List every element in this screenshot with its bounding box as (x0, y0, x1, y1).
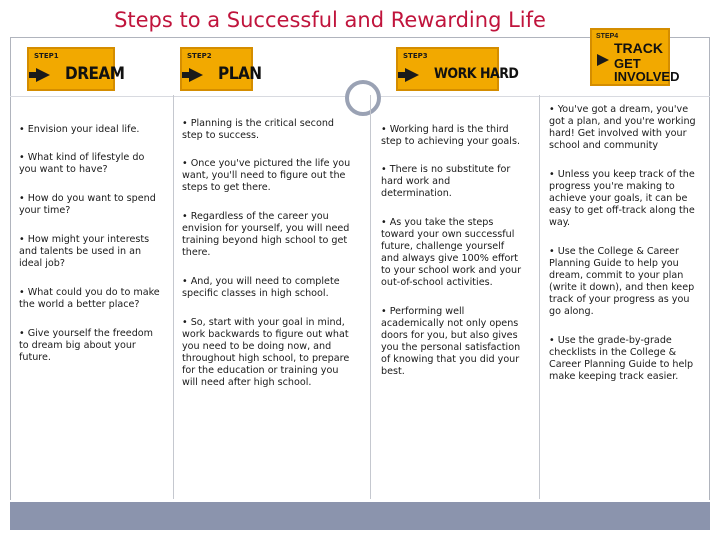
list-item: • Use the grade-by-grade checklists in the College & Career Planning Guide to help make keeping track easier. (549, 335, 694, 382)
list-item: • Performing well academically not only opens doors for you, but also gives you the personal satisfaction of knowing that you did your best. (381, 306, 521, 377)
step3-word: WORK HARD (434, 66, 519, 82)
step2-plan-sign (180, 47, 262, 91)
list-item: • So, start with your goal in mind, work backwards to figure out what you need to be doing now, and throughout high school, to prepare for the education or training you will need after high school. (182, 317, 350, 388)
arrow-right-icon (189, 68, 203, 82)
list-item: • How do you want to spend your time? (19, 193, 156, 216)
column-divider (173, 95, 174, 499)
step3-label: STEP3 (403, 52, 428, 60)
step3-work-hard-sign (396, 47, 519, 91)
footer-bar (10, 502, 710, 530)
step4-word-get-involved: GET INVOLVED (614, 56, 680, 84)
column-divider (370, 95, 371, 499)
work-hard-column (381, 118, 523, 378)
step4-label: STEP4 (596, 33, 619, 40)
list-item: • As you take the steps toward your own successful future, challenge yourself and always give 100% effort to your school work and your out-of-school activities. (381, 217, 522, 288)
list-item: • Working hard is the third step to achieving your goals. (381, 124, 521, 147)
list-item: • You've got a dream, you've got a plan, and you're working hard! Get involved with your school and community (549, 104, 696, 151)
dream-column (19, 118, 164, 364)
decorative-circle (345, 80, 381, 116)
list-item: • Unless you keep track of the progress you're making to achieve your goals, it can be easy to get off-track along the way. (549, 169, 695, 228)
frame-right-border (709, 37, 710, 500)
list-item: • How might your interests and talents be used in an ideal job? (19, 234, 150, 269)
list-item: • Use the College & Career Planning Guide to help you dream, commit to your plan (write it down), and then keep track of your progress as you go along. (549, 246, 695, 317)
frame-left-border (10, 37, 11, 500)
list-item: • What could you do to make the world a better place? (19, 287, 160, 310)
step4-track-sign (590, 28, 680, 86)
list-item: • Once you've pictured the life you want, you'll need to figure out the steps to get there. (182, 158, 351, 193)
list-item: • Planning is the critical second step to success. (182, 118, 334, 141)
list-item: • Give yourself the freedom to dream big about your future. (19, 328, 154, 363)
page-title: Steps to a Successful and Rewarding Life (114, 8, 546, 32)
column-divider (539, 95, 540, 499)
step2-word: PLAN (218, 64, 262, 84)
arrow-right-icon (405, 68, 419, 82)
plan-column (182, 118, 352, 389)
list-item: • Envision your ideal life. (19, 124, 140, 135)
list-item: • And, you will need to complete specific classes in high school. (182, 276, 340, 299)
arrow-right-icon (597, 54, 609, 66)
step1-dream-sign (27, 47, 125, 91)
list-item: • What kind of lifestyle do you want to have? (19, 152, 145, 175)
step1-word: DREAM (65, 64, 125, 84)
list-item: • Regardless of the career you envision for yourself, you will need training beyond high school to get there. (182, 211, 350, 258)
track-column (549, 104, 701, 383)
list-item: • There is no substitute for hard work and determination. (381, 164, 511, 199)
step4-word-track: TRACK (614, 40, 663, 56)
step1-label: STEP1 (34, 52, 59, 60)
step2-label: STEP2 (187, 52, 212, 60)
arrow-right-icon (36, 68, 50, 82)
